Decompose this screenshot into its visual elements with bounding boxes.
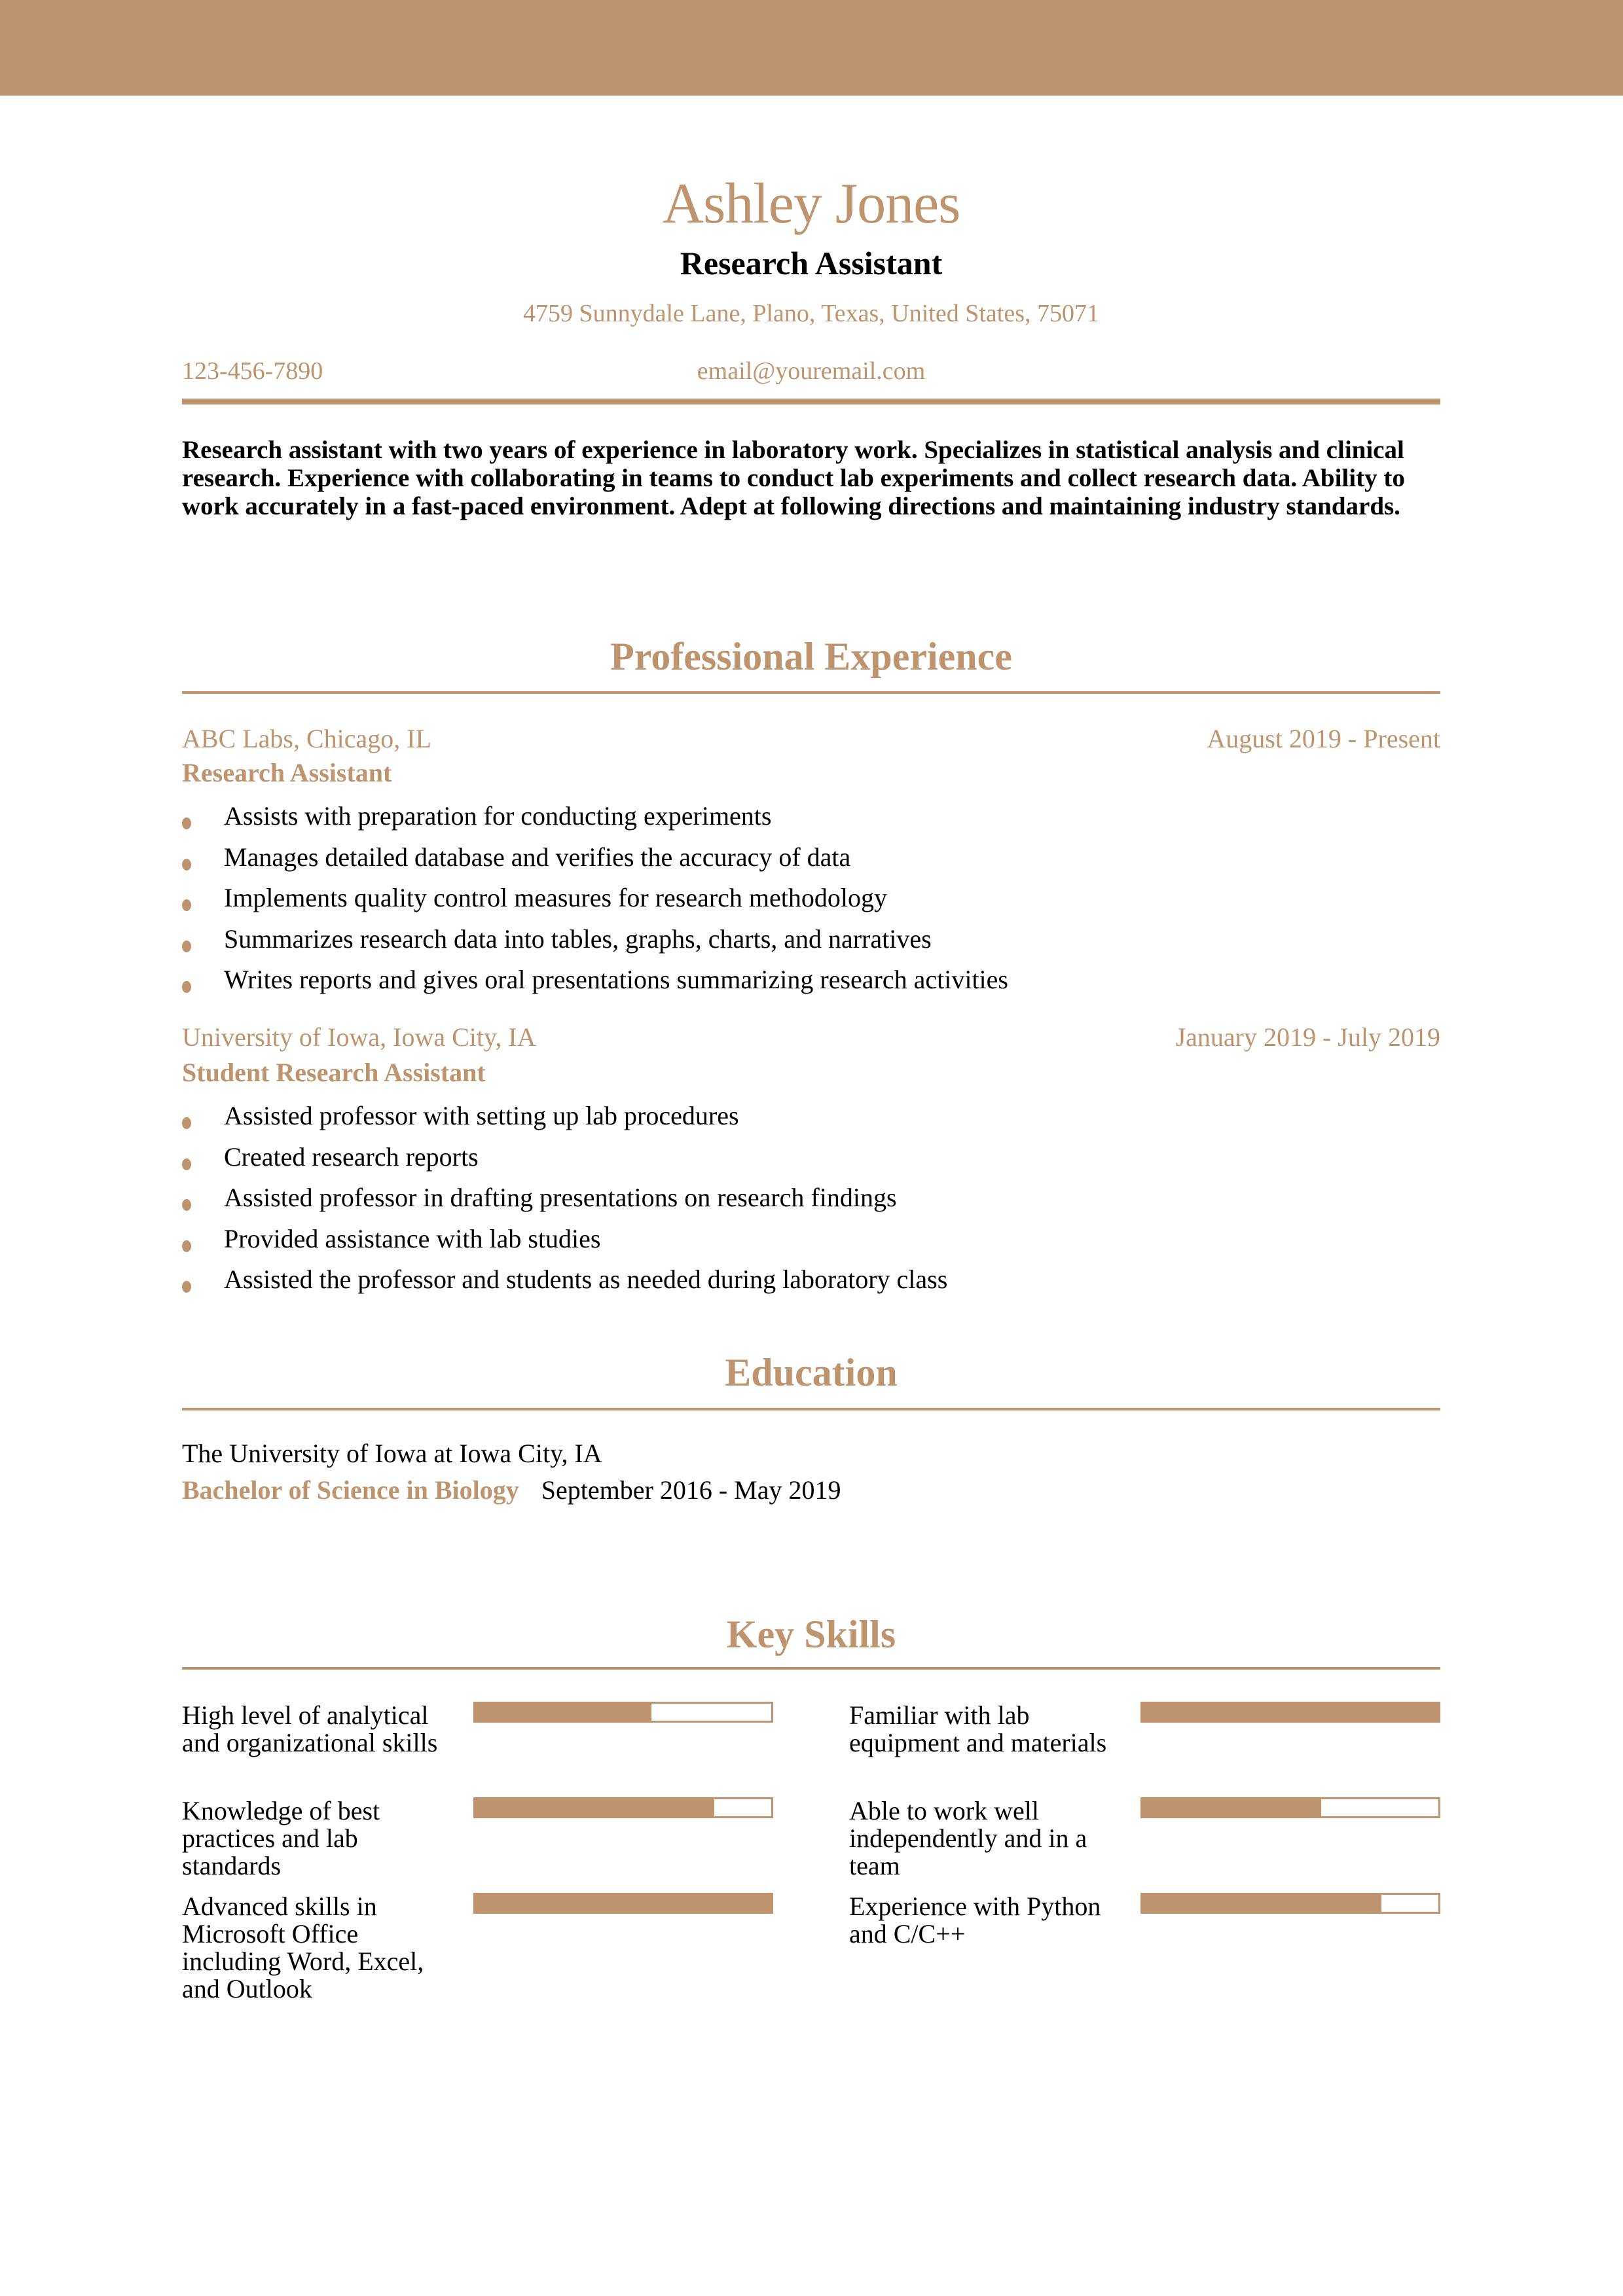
bullet-text: Assisted professor with setting up lab procedures xyxy=(224,1101,739,1130)
contact-divider xyxy=(182,399,1440,404)
list-item xyxy=(182,841,1440,882)
bullet-text: Manages detailed database and verifies the accuracy of data xyxy=(224,842,851,872)
bullet-text: Implements quality control measures for research methodology xyxy=(224,883,888,912)
list-item xyxy=(182,882,1440,923)
skill-label: Advanced skills in Microsoft Office including Word, Excel, and Outlook xyxy=(182,1892,424,2003)
list-item xyxy=(182,963,1440,1005)
bullet-dot-icon xyxy=(182,817,191,829)
skill-level-bar xyxy=(1140,1702,1440,1723)
bullet-dot-icon xyxy=(182,981,191,993)
section-heading-experience: Professional Experience xyxy=(610,635,1012,678)
bullet-text: Created research reports xyxy=(224,1141,479,1172)
bullet-text: Assisted professor in drafting presentations on research findings xyxy=(224,1183,897,1212)
section-heading-skills: Key Skills xyxy=(726,1613,896,1656)
bullet-text: Provided assistance with lab studies xyxy=(224,1223,601,1253)
bullet-text: Summarizes research data into tables, graphs, charts, and narratives xyxy=(224,924,932,954)
list-item xyxy=(182,1223,1440,1264)
section-divider-skills xyxy=(182,1667,1440,1670)
skill-level-empty xyxy=(1321,1799,1438,1816)
candidate-email[interactable]: email@youremail.com xyxy=(697,357,926,385)
skill-label: Knowledge of best practices and lab standards xyxy=(182,1796,380,1880)
education-degree-line xyxy=(182,1474,841,1507)
skill-level-empty xyxy=(1381,1895,1438,1912)
header-color-band xyxy=(0,0,1623,96)
list-item xyxy=(182,1263,1440,1304)
job-company: University of Iowa, Iowa City, IA xyxy=(182,1022,536,1052)
bullet-dot-icon xyxy=(182,1199,191,1211)
professional-summary: Research assistant with two years of experience in laboratory work. Specializes in statistical analysis and clinical research. Experience with collaborating in teams to conduct lab experiments and collect research data. Ability to work accurately in a fast-paced environment. Adept at following directions and maintaining industry standards. xyxy=(182,436,1405,520)
bullet-dot-icon xyxy=(182,859,191,870)
section-divider-experience xyxy=(182,691,1440,694)
job-company: ABC Labs, Chicago, IL xyxy=(182,724,432,753)
job-role: Student Research Assistant xyxy=(182,1058,486,1087)
skill-level-empty xyxy=(651,1704,771,1721)
list-item xyxy=(182,1181,1440,1223)
list-item xyxy=(182,923,1440,964)
education-degree: Bachelor of Science in Biology xyxy=(182,1475,519,1505)
skill-label: High level of analytical and organizational skills xyxy=(182,1700,438,1757)
skill-label: Able to work well independently and in a team xyxy=(849,1796,1087,1880)
job-role: Research Assistant xyxy=(182,758,392,787)
candidate-name: Ashley Jones xyxy=(662,172,960,236)
skill-level-bar xyxy=(1140,1893,1440,1914)
bullet-text: Writes reports and gives oral presentations summarizing research activities xyxy=(224,965,1008,994)
list-item xyxy=(182,800,1440,841)
job-dates: January 2019 - July 2019 xyxy=(1175,1022,1440,1052)
skill-level-empty xyxy=(714,1799,771,1816)
job-bullet-list xyxy=(182,800,1440,1005)
list-item xyxy=(182,1100,1440,1141)
bullet-text: Assisted the professor and students as needed during laboratory class xyxy=(224,1265,948,1294)
education-dates: September 2016 - May 2019 xyxy=(541,1475,841,1505)
bullet-dot-icon xyxy=(182,1117,191,1129)
candidate-address: 4759 Sunnydale Lane, Plano, Texas, United States, 75071 xyxy=(522,300,1099,327)
skill-label: Experience with Python and C/C++ xyxy=(849,1892,1101,1948)
job-bullet-list xyxy=(182,1100,1440,1304)
candidate-title: Research Assistant xyxy=(680,245,943,281)
section-divider-education xyxy=(182,1408,1440,1410)
section-heading-education: Education xyxy=(725,1351,898,1394)
bullet-text: Assists with preparation for conducting experiments xyxy=(224,801,772,831)
bullet-dot-icon xyxy=(182,941,191,952)
education-school: The University of Iowa at Iowa City, IA xyxy=(182,1439,602,1468)
bullet-dot-icon xyxy=(182,1158,191,1170)
skill-level-bar xyxy=(473,1893,773,1914)
job-dates: August 2019 - Present xyxy=(1207,724,1440,753)
list-item xyxy=(182,1141,1440,1182)
skill-level-bar xyxy=(473,1797,773,1818)
bullet-dot-icon xyxy=(182,899,191,911)
skill-label: Familiar with lab equipment and materials xyxy=(849,1700,1107,1757)
bullet-dot-icon xyxy=(182,1240,191,1252)
bullet-dot-icon xyxy=(182,1281,191,1293)
skill-level-bar xyxy=(1140,1797,1440,1818)
candidate-phone[interactable]: 123-456-7890 xyxy=(182,357,323,385)
skill-level-bar xyxy=(473,1702,773,1723)
